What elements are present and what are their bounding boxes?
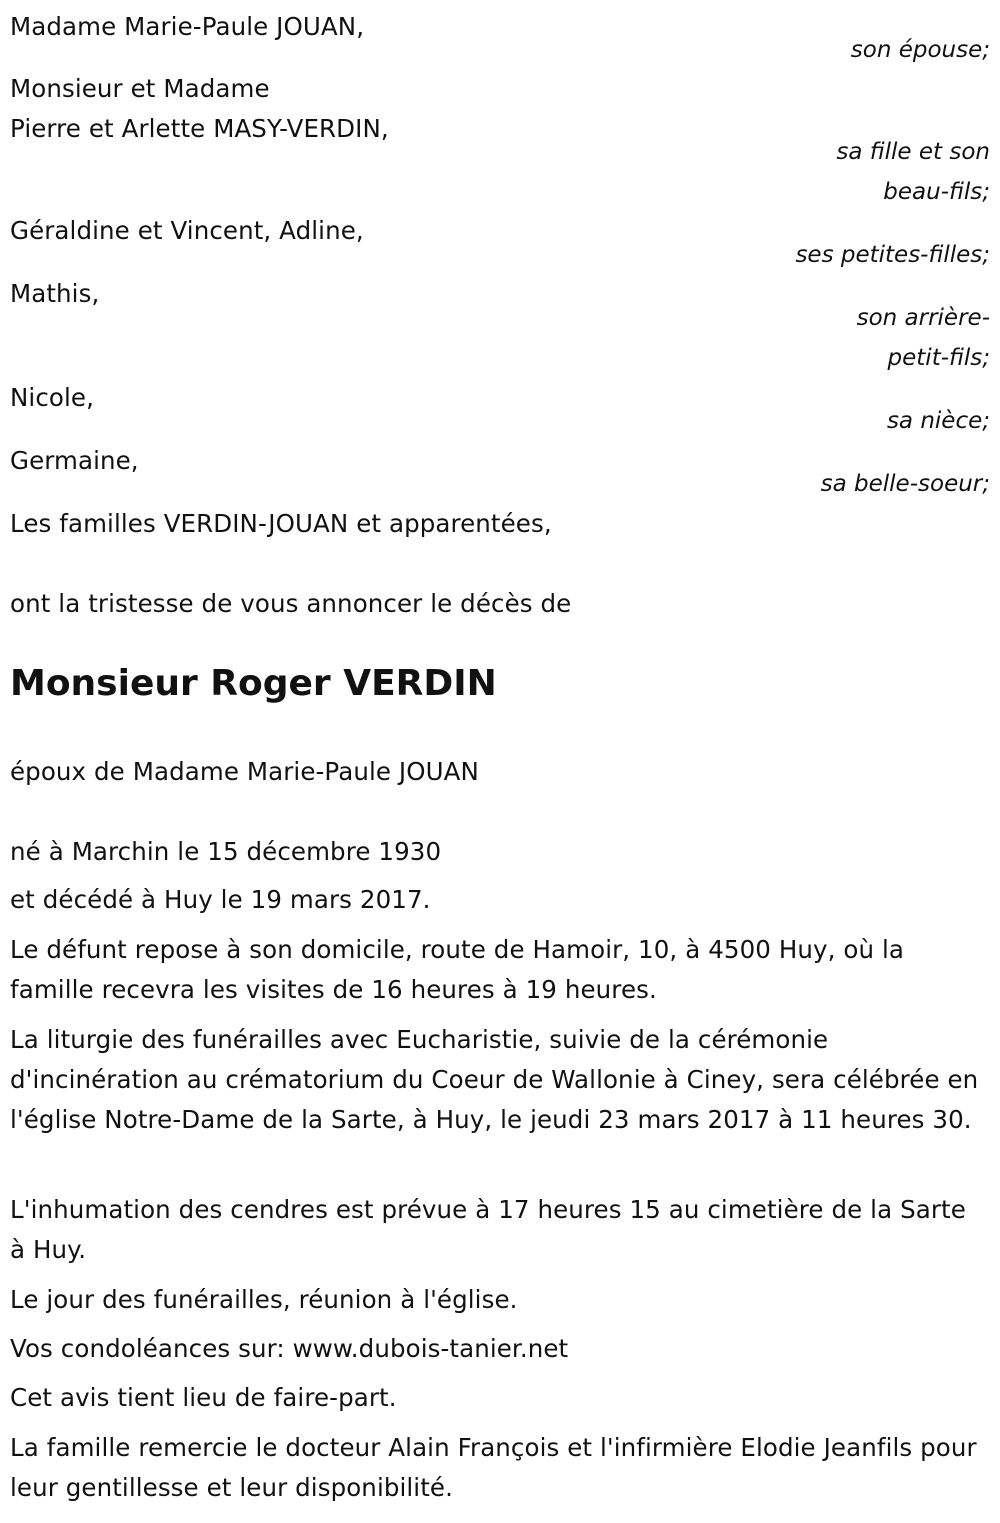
family-name-daughter-line-1: Monsieur et Madame — [10, 74, 270, 103]
paragraph-domicile: Le défunt repose à son domicile, route de Hamoir, 10, à 4500 Huy, où la famille recevra les visites de 16 heures à 19 heures. — [10, 935, 904, 1004]
family-name-great-grandson: Mathis, — [10, 279, 100, 308]
paragraph-faire-part: Cet avis tient lieu de faire-part. — [10, 1383, 397, 1412]
family-name-daughter-line-2: Pierre et Arlette MASY-VERDIN, — [10, 114, 389, 143]
family-relation-daughter: sa fille et son beau-fils; — [836, 139, 990, 205]
birth-line: né à Marchin le 15 décembre 1930 — [10, 837, 442, 866]
family-name-families: Les familles VERDIN-JOUAN et apparentées, — [10, 509, 552, 538]
death-line: et décédé à Huy le 19 mars 2017. — [10, 885, 431, 914]
paragraph-thanks: La famille remercie le docteur Alain François et l'infirmière Elodie Jeanfils pour leur gentillesse et leur disponibilité. — [10, 1433, 977, 1502]
family-relation-granddaughters: ses petites-filles; — [795, 242, 990, 268]
paragraph-inhumation: L'inhumation des cendres est prévue à 17 heures 15 au cimetière de la Sarte à Huy. — [10, 1195, 966, 1264]
paragraph-condolences: Vos condoléances sur: www.dubois-tanier.net — [10, 1334, 569, 1363]
family-name-granddaughters: Géraldine et Vincent, Adline, — [10, 216, 364, 245]
deceased-name: Monsieur Roger VERDIN — [10, 663, 497, 704]
family-relation-niece: sa nièce; — [886, 408, 990, 434]
paragraph-meeting: Le jour des funérailles, réunion à l'église. — [10, 1285, 518, 1314]
spouse-line: époux de Madame Marie-Paule JOUAN — [10, 757, 479, 786]
family-relation-spouse: son épouse; — [850, 37, 990, 63]
family-name-sister-in-law: Germaine, — [10, 446, 139, 475]
paragraph-liturgy: La liturgie des funérailles avec Eucharistie, suivie de la cérémonie d'incinération au crématorium du Coeur de Wallonie à Ciney, sera célébrée en l'église Notre-Dame de la Sarte, à Huy, le jeudi 23 mars 2017 à 11 heures 30. — [10, 1025, 979, 1134]
family-name-niece: Nicole, — [10, 383, 94, 412]
family-relation-great-grandson: son arrière-petit-fils; — [856, 305, 990, 371]
family-name-spouse: Madame Marie-Paule JOUAN, — [10, 12, 365, 41]
announcement-text: ont la tristesse de vous annoncer le décès de — [10, 589, 572, 618]
family-relation-sister-in-law: sa belle-soeur; — [820, 471, 990, 497]
